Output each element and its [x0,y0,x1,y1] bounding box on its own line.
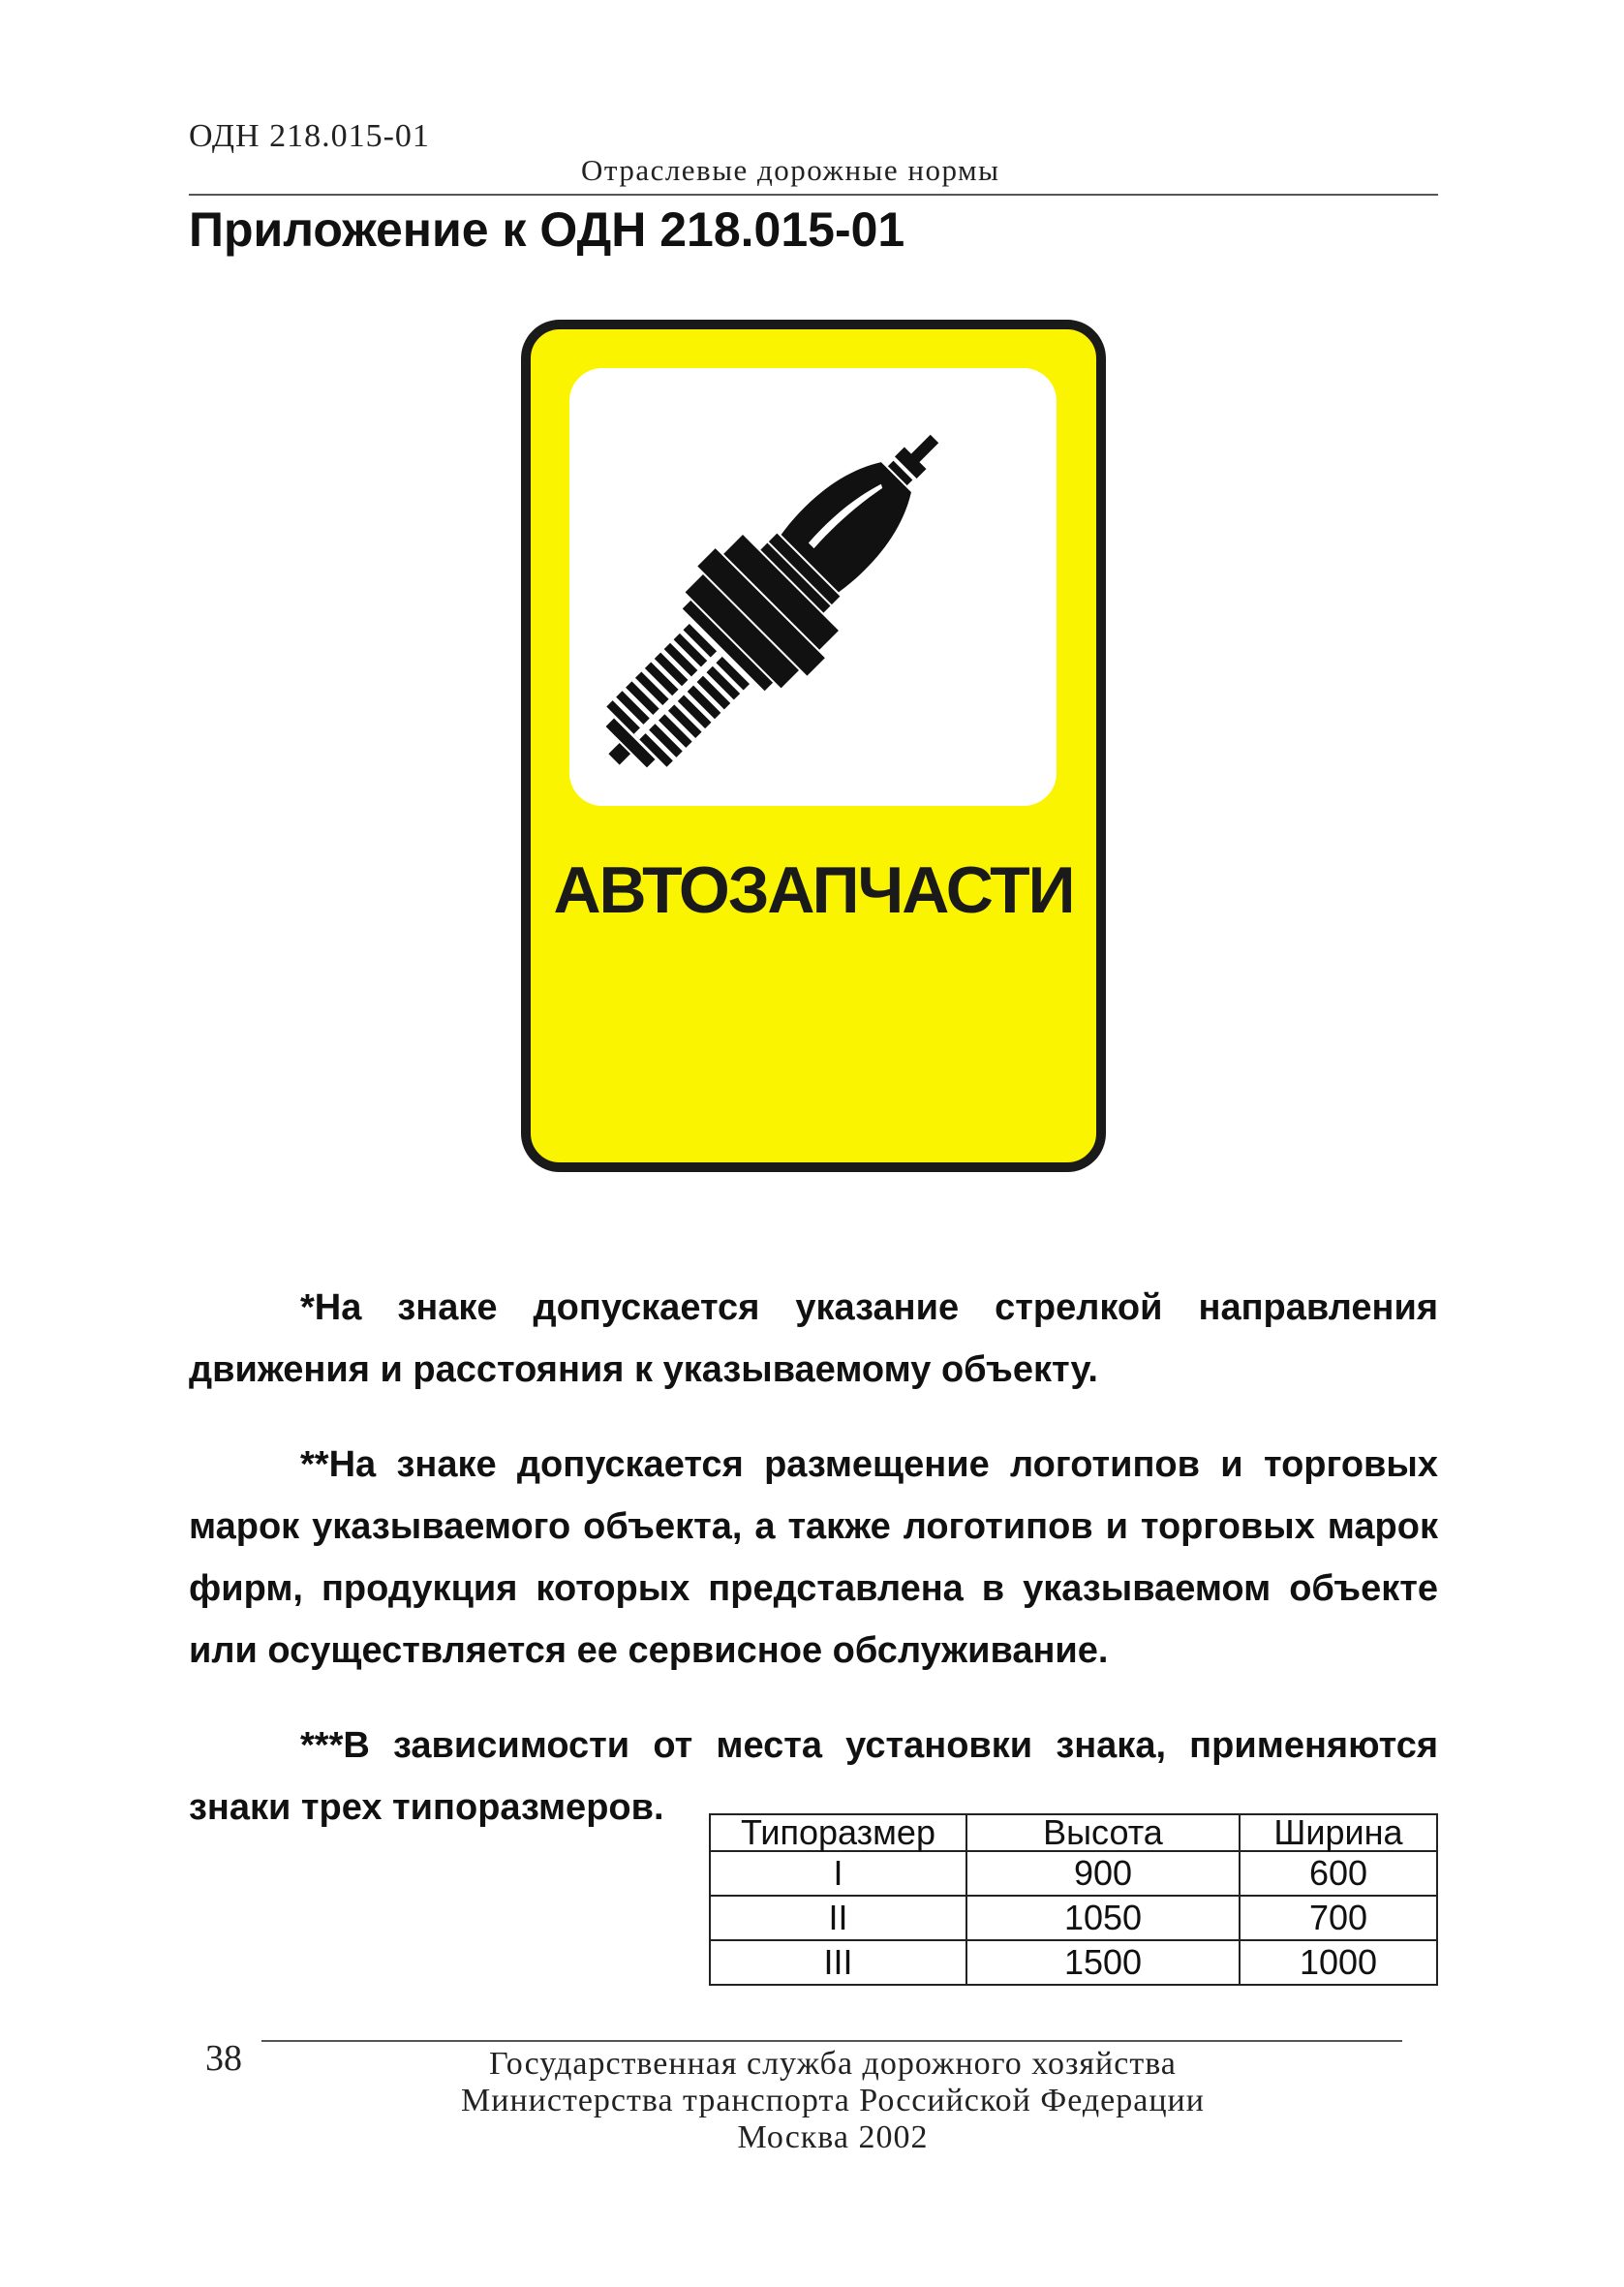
table-cell: 900 [966,1851,1240,1896]
column-header: Ширина [1240,1814,1437,1851]
column-header: Типоразмер [710,1814,966,1851]
road-sign [521,320,1106,1172]
footer-line: Москва 2002 [737,2119,929,2155]
note-logos: **На знаке допускается размещение логотипов и торговых марок указываемого объекта, а также логотипов и торговых марок фирм, продукция которых представлена в указываемом объекте или осуществляется ее сервисное обслуживание. [189,1444,1438,1671]
size-table [709,1813,1438,1986]
table-row [710,1896,1437,1940]
spark-plug-icon [569,368,1057,806]
sign-label: АВТОЗАПЧАСТИ [553,853,1074,927]
table-cell: III [710,1940,966,1985]
note-direction-arrow: *На знаке допускается указание стрелкой направления движения и расстояния к указываемому объекту. [189,1287,1438,1390]
table-cell: I [710,1851,966,1896]
table-cell: 600 [1240,1851,1437,1896]
header-divider [189,194,1438,196]
document-series: Отраслевые дорожные нормы [581,153,1000,187]
table-row [710,1851,1437,1896]
column-header: Высота [966,1814,1240,1851]
footer-line: Министерства транспорта Российской Федерации [461,2083,1205,2118]
sign-pictogram-panel [569,368,1057,806]
table-cell: 1050 [966,1896,1240,1940]
table-cell: 700 [1240,1896,1437,1940]
publisher-footer [349,2046,1317,2156]
table-cell: 1500 [966,1940,1240,1985]
document-code: ОДН 218.015-01 [189,118,430,154]
footer-line: Государственная служба дорожного хозяйства [489,2046,1177,2082]
table-header-row [710,1814,1437,1851]
page-number: 38 [205,2038,242,2079]
note-sizes: ***В зависимости от места установки знака, применяются знаки трех типоразмеров. [189,1725,1438,1828]
page-title: Приложение к ОДН 218.015-01 [189,202,905,257]
table-cell: II [710,1896,966,1940]
footer-divider [261,2040,1402,2042]
table-cell: 1000 [1240,1940,1437,1985]
table-row [710,1940,1437,1985]
